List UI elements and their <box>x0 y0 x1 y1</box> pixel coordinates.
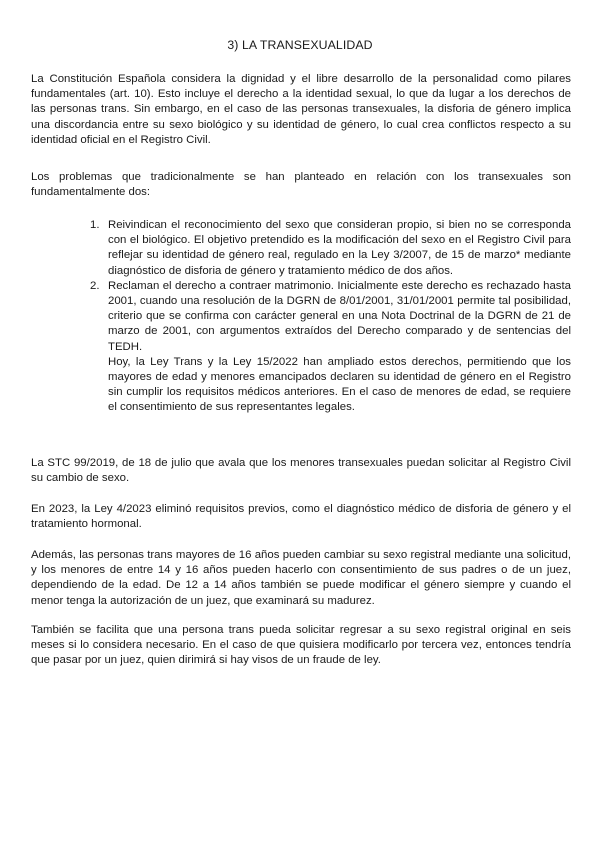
paragraph-ley-2023: En 2023, la Ley 4/2023 eliminó requisitos previos, como el diagnóstico médico de disforia de género y el tratamiento hormonal. <box>31 503 571 531</box>
list-item-extra-text: Hoy, la Ley Trans y la Ley 15/2022 han ampliado estos derechos, permitiendo que los mayores de edad y menores emancipados declaren su identidad de género en el Registro sin cumplir los requisitos médicos anteriores. En el caso de menores de edad, se requiere el consentimiento de sus representantes legales. <box>108 355 571 414</box>
paragraph-problems-intro: Los problemas que tradicionalmente se han planteado en relación con los transexuales son fundamentalmente dos: <box>31 171 571 199</box>
list-item <box>86 279 571 416</box>
paragraph-stc: La STC 99/2019, de 18 de julio que avala que los menores transexuales puedan solicitar al Registro Civil su cambio de sexo. <box>31 457 571 485</box>
section-title: 3) LA TRANSEXUALIDAD <box>227 38 373 52</box>
list-item-number: 1. <box>90 219 100 231</box>
problems-list <box>86 218 571 416</box>
list-item <box>86 218 571 279</box>
list-item-text: Reclaman el derecho a contraer matrimonio. Inicialmente este derecho es rechazado hasta 2001, cuando una resolución de la DGRN de 8/01/2001, 31/01/2001 permite tal posibilidad, criterio que se confirma con carácter general en una Nota Doctrinal de la DGRN de 21 de marzo de 2001, con argumentos extraídos del Derecho comparado y de sentencias del TEDH. <box>108 279 571 353</box>
list-item-text: Reivindican el reconocimiento del sexo que consideran propio, si bien no se corresponda con el biológico. El objetivo pretendido es la modificación del sexo en el Registro Civil para reflejar su identidad de género real, regulado en la Ley 3/2007, de 15 de marzo* mediante diagnóstico de disforia de género y tratamiento médico de dos años. <box>108 219 571 277</box>
paragraph-constitution: La Constitución Española considera la dignidad y el libre desarrollo de la personalidad como pilares fundamentales (art. 10). Esto incluye el derecho a la identidad sexual, lo que da lugar a los derechos de las personas trans. Sin embargo, en el caso de las personas transexuales, la disforia de género implica una discordancia entre su sexo biológico y su identidad de género, lo cual crea conflictos respecto a su identidad oficial en el Registro Civil. <box>31 73 571 146</box>
paragraph-reversal: También se facilita que una persona trans pueda solicitar regresar a su sexo registral original en seis meses si lo considera necesario. En el caso de que quisiera modificarlo por tercera vez, entonces tendría que pasar por un juez, quien dirimirá si hay visos de un fraude de ley. <box>31 624 571 667</box>
paragraph-age-rules: Además, las personas trans mayores de 16 años pueden cambiar su sexo registral mediante una solicitud, y los menores de entre 14 y 16 años pueden hacerlo con consentimiento de sus padres o de un juez, dependiendo de la edad. De 12 a 14 años también se puede modificar el género siempre y cuando el menor tenga la autorización de un juez, que examinará su madurez. <box>31 549 571 607</box>
list-item-number: 2. <box>90 279 100 292</box>
